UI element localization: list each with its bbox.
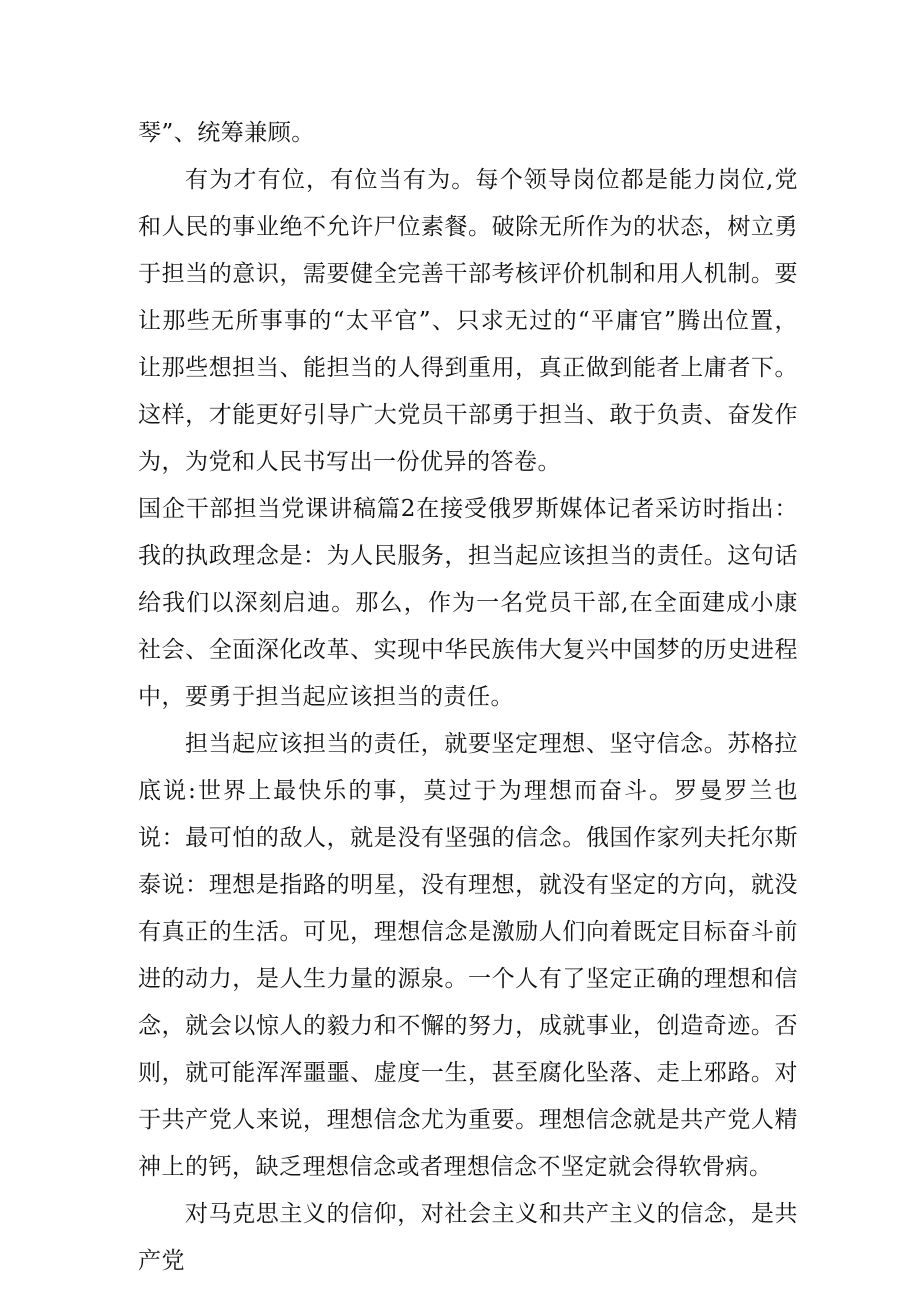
paragraph-2: 有为才有位，有位当有为。每个领导岗位都是能力岗位,党和人民的事业绝不允许尸位素餐。破除无所作为的状态，树立勇于担当的意识，需要健全完善干部考核评价机制和用人机制。要让那些无所事事的“太平官”、只求无过的“平庸官”腾出位置，让那些想担当、能担当的人得到重用，真正做到能者上庸者下。这样，才能更好引导广大党员干部勇于担当、敢于负责、奋发作为，为党和人民书写出一份优异的答卷。 xyxy=(138,167,798,475)
document-body xyxy=(138,110,798,1285)
paragraph-5: 对马克思主义的信仰，对社会主义和共产主义的信念，是共产党 xyxy=(138,1201,798,1274)
paragraph-1: 琴”、统筹兼顾。 xyxy=(138,120,315,146)
paragraph-3: 国企干部担当党课讲稿篇2在接受俄罗斯媒体记者采访时指出：我的执政理念是：为人民服务，担当起应该担当的责任。这句话给我们以深刻启迪。那么，作为一名党员干部,在全面建成小康社会、全面深化改革、实现中华民族伟大复兴中国梦的历史进程中，要勇于担当起应该担当的责任。 xyxy=(138,496,798,710)
paragraph-4: 担当起应该担当的责任，就要坚定理想、坚守信念。苏格拉底说:世界上最快乐的事，莫过于为理想而奋斗。罗曼罗兰也说：最可怕的敌人，就是没有坚强的信念。俄国作家列夫托尔斯泰说：理想是指路的明星，没有理想，就没有坚定的方向，就没有真正的生活。可见，理想信念是激励人们向着既定目标奋斗前进的动力，是人生力量的源泉。一个人有了坚定正确的理想和信念，就会以惊人的毅力和不懈的努力，成就事业，创造奇迹。否则，就可能浑浑噩噩、虚度一生，甚至腐化坠落、走上邪路。对于共产党人来说，理想信念尤为重要。理想信念就是共产党人精神上的钙，缺乏理想信念或者理想信念不坚定就会得软骨病。 xyxy=(138,731,798,1180)
